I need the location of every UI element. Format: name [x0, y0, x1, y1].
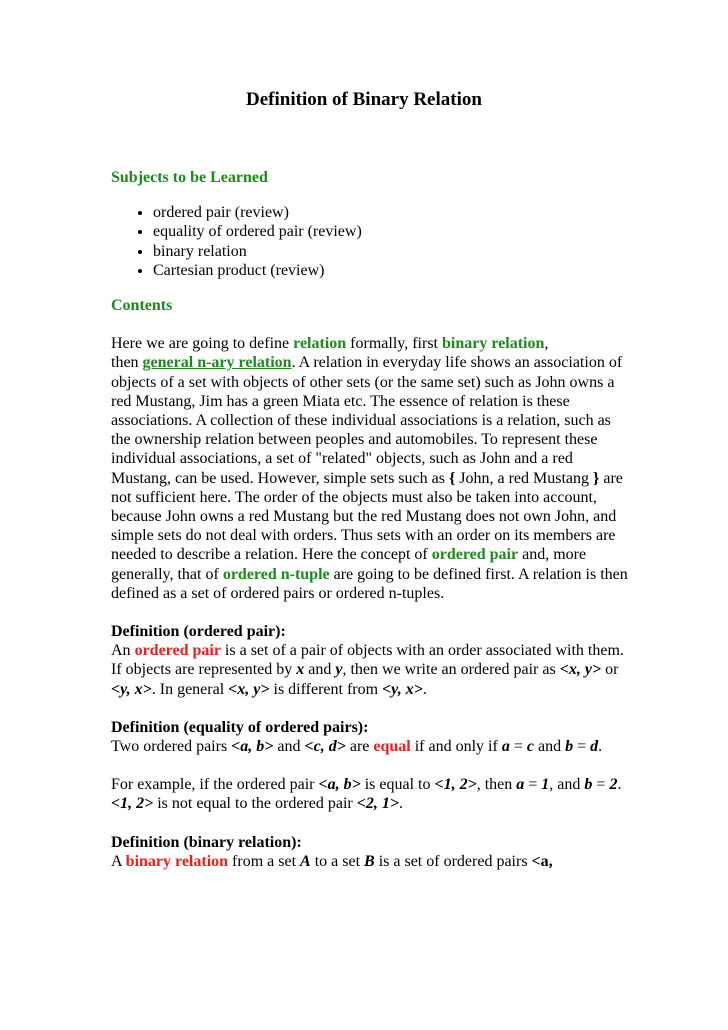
contents-heading: Contents [111, 297, 173, 315]
def-binary-text: A binary relation from a set A to a set B is a set of ordered pairs <a, [111, 852, 553, 870]
example-paragraph: For example, if the ordered pair <a, b> is equal to <1, 2>, then a = 1, and b = 2. <1, 2> is not equal to the ordered pair <2, 1>. [111, 776, 622, 813]
intro-paragraph: Here we are going to define relation formally, first binary relation, then general n-ary relation. A relation in everyday life shows an association of objects of a set with objects of other sets (or the same set) such as John owns a red Mustang, Jim has a green Miata etc. The essence of relation is these associations. A collection of these individual associations is a relation, such as the ownership relation between peoples and automobiles. To represent these individual associations, a set of "related" objects, such as John and a red Mustang, can be used. However, simple sets such as { John, a red Mustang } are not sufficient here. The order of the objects must also be taken into account, because John owns a red Mustang but the red Mustang does not own John, and simple sets do not deal with orders. Thus sets with an order on its members are needed to describe a relation. Here the concept of ordered pair and, more generally, that of ordered n-tuple are going to be defined first. A relation is then defined as a set of ordered pairs or ordered n-tuples. [111, 335, 628, 602]
subjects-list [111, 203, 631, 280]
term-binary-relation: binary relation [125, 852, 229, 870]
def-ordered-pair-text: An ordered pair is a set of a pair of objects with an order associated with them. [111, 642, 624, 660]
link-general-n-ary-relation[interactable]: general n-ary relation [142, 354, 292, 372]
list-item: • equality of ordered pair (review) [153, 222, 631, 241]
def-equality-text: Two ordered pairs <a, b> and <c, d> are equal if and only if a = c and b = d. [111, 738, 603, 756]
def-ordered-pair-notation: If objects are represented by x and y, then we write an ordered pair as <x, y> or <y, x>. In general <x, y> is different from <y, x>. [111, 661, 619, 698]
term-ordered-pair: ordered pair [134, 642, 221, 660]
term-equal: equal [373, 738, 411, 756]
list-item: • ordered pair (review) [153, 203, 631, 222]
list-item: • binary relation [153, 242, 631, 261]
link-ordered-pair[interactable]: ordered pair [431, 546, 519, 564]
link-relation[interactable]: relation [293, 335, 347, 353]
def-ordered-pair-heading: Definition (ordered pair): [111, 623, 286, 641]
def-equality-heading: Definition (equality of ordered pairs): [111, 718, 369, 736]
document-body [111, 168, 631, 871]
list-item: • Cartesian product (review) [153, 261, 631, 280]
subjects-heading: Subjects to be Learned [111, 169, 268, 186]
page-title: Definition of Binary Relation [246, 89, 482, 110]
link-binary-relation[interactable]: binary relation [442, 335, 545, 353]
def-binary-heading: Definition (binary relation): [111, 833, 302, 851]
link-ordered-n-tuple[interactable]: ordered n-tuple [222, 565, 330, 583]
